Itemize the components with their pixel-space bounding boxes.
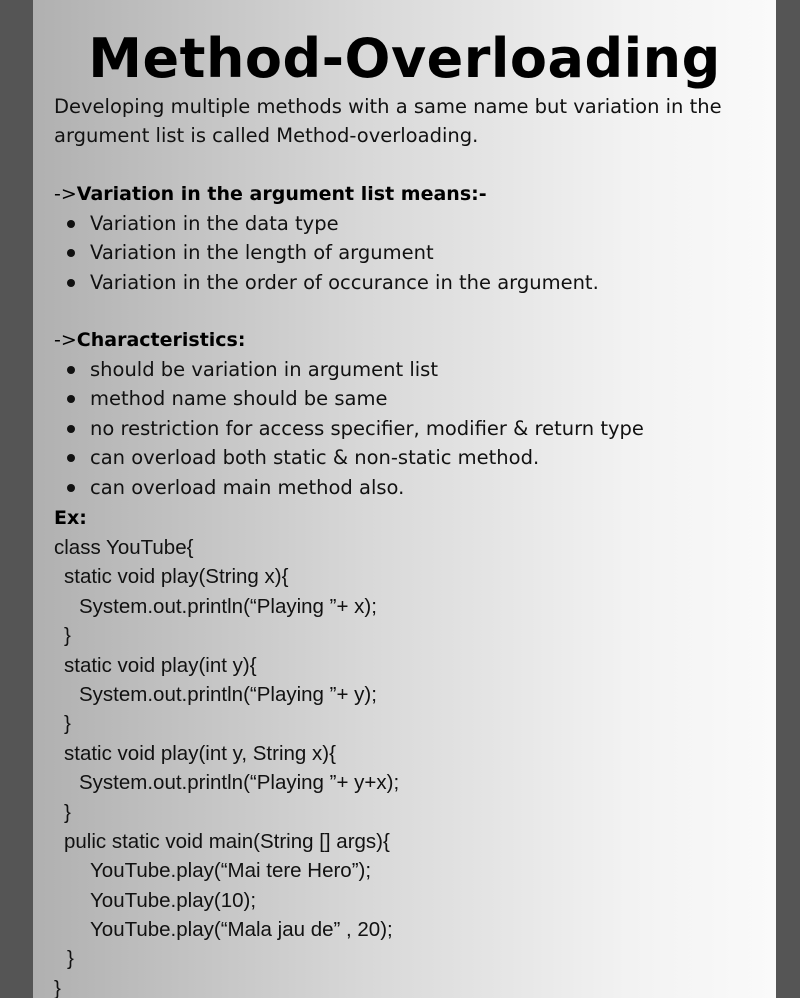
code-line: static void play(String x){: [64, 565, 289, 589]
intro-paragraph: [54, 92, 769, 150]
code-line: }: [64, 800, 71, 824]
list-item: [54, 414, 644, 443]
intro-text: Developing multiple methods with a same name but variation in the argument list is called Method-overloading.: [54, 95, 722, 147]
bullet-icon: [67, 366, 75, 374]
bullet-icon: [67, 484, 75, 492]
code-line: YouTube.play(10);: [90, 888, 257, 912]
bullet-icon: [67, 249, 75, 257]
bullet-icon: [67, 425, 75, 433]
characteristics-heading: [54, 326, 245, 355]
code-line: YouTube.play(“Mai tere Hero”);: [90, 859, 372, 883]
list-item-text: Variation in the data type: [90, 212, 339, 235]
page-title: Method-Overloading: [88, 27, 721, 90]
code-line: System.out.println(“Playing ”+ x);: [79, 594, 377, 618]
code-line: }: [67, 947, 74, 971]
list-item: [54, 355, 644, 384]
code-block: [54, 533, 399, 998]
list-item: [54, 473, 644, 502]
variation-list: [54, 209, 599, 297]
list-item: [54, 384, 644, 413]
characteristics-list: [54, 355, 644, 502]
code-line: static void play(int y){: [64, 653, 257, 677]
characteristics-arrow: ->: [54, 329, 77, 351]
list-item-text: should be variation in argument list: [90, 358, 438, 381]
code-line: }: [54, 976, 61, 998]
document-page: [33, 0, 776, 998]
characteristics-heading-text: Characteristics:: [76, 329, 246, 351]
list-item: [54, 443, 644, 472]
bullet-icon: [67, 279, 75, 287]
list-item-text: no restriction for access specifier, modifier & return type: [90, 416, 644, 440]
list-item-text: method name should be same: [90, 387, 388, 411]
variation-arrow: ->: [54, 183, 77, 205]
bullet-icon: [67, 395, 75, 403]
code-line: }: [64, 624, 71, 648]
list-item: [54, 209, 599, 238]
code-line: pulic static void main(String [] args){: [64, 829, 390, 853]
variation-heading: [54, 180, 487, 209]
code-line: class YouTube{: [54, 536, 194, 559]
list-item: [54, 238, 599, 267]
code-line: }: [64, 712, 71, 736]
bullet-icon: [67, 220, 75, 228]
example-label: Ex:: [54, 507, 87, 529]
list-item: [54, 268, 599, 297]
list-item-text: can overload main method also.: [90, 475, 405, 499]
code-line: System.out.println(“Playing ”+ y+x);: [79, 771, 400, 795]
list-item-text: Variation in the order of occurance in the argument.: [90, 270, 599, 294]
bullet-icon: [67, 454, 75, 462]
code-line: YouTube.play(“Mala jau de” , 20);: [90, 918, 393, 942]
list-item-text: Variation in the length of argument: [90, 241, 434, 265]
code-line: static void play(int y, String x){: [64, 741, 336, 765]
code-line: System.out.println(“Playing ”+ y);: [79, 682, 377, 706]
list-item-text: can overload both static & non-static method.: [90, 446, 540, 470]
variation-heading-text: Variation in the argument list means:-: [76, 183, 487, 205]
